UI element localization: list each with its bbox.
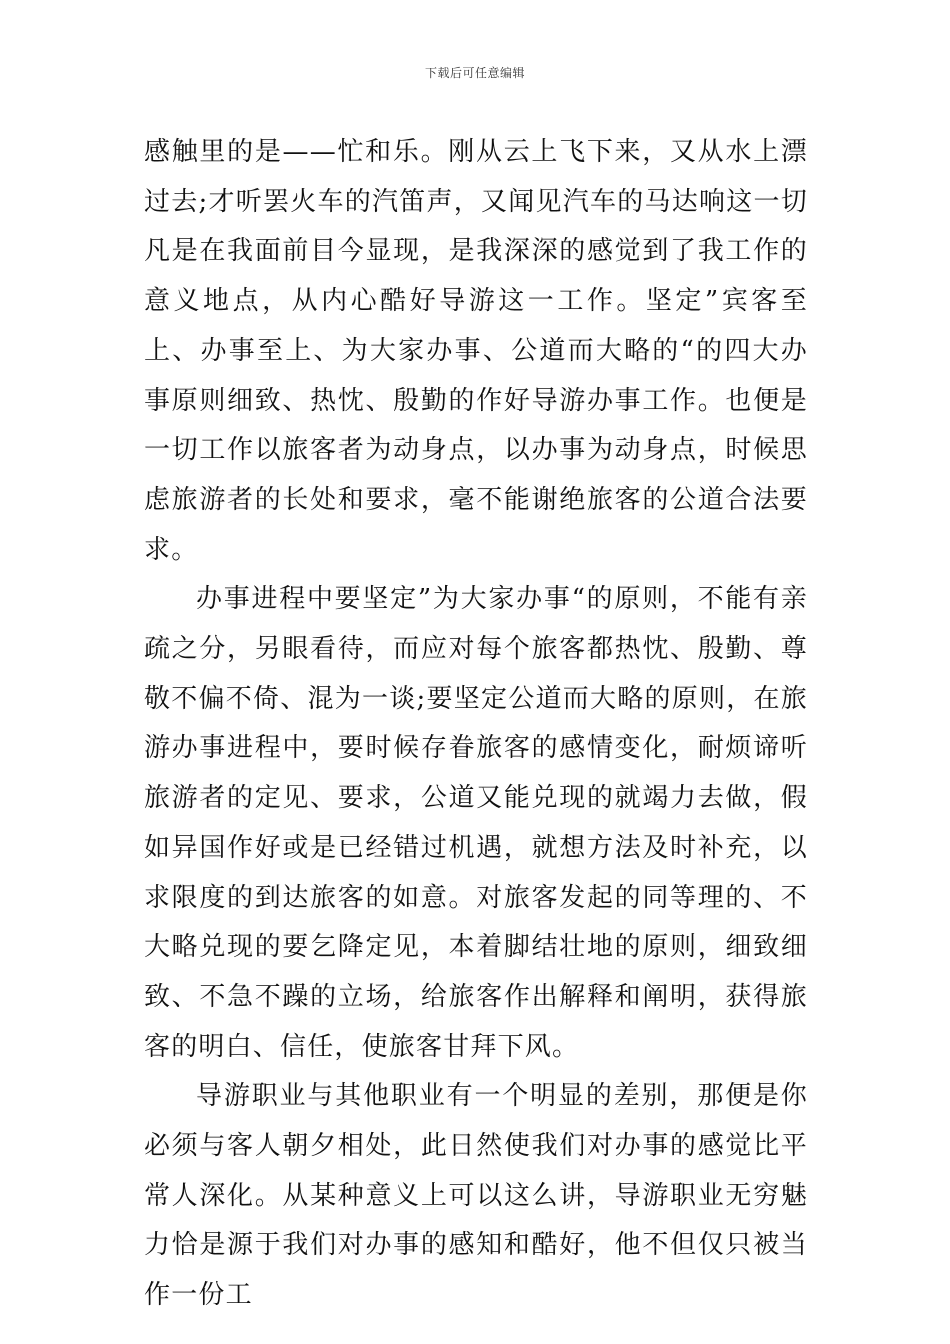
paragraph-1: 感触里的是——忙和乐。刚从云上飞下来，又从水上漂过去;才听罢火车的汽笛声，又闻见汽车的马达响这一切凡是在我面前目今显现，是我深深的感觉到了我工作的意义地点，从内心酷好导游这一工作。坚定”宾客至上、办事至上、为大家办事、公道而大略的“的四大办事原则细致、热忱、殷勤的作好导游办事工作。也便是一切工作以旅客者为动身点，以办事为动身点，时候思虑旅游者的长处和要求，毫不能谢绝旅客的公道合法要求。 — [144, 137, 808, 565]
paragraph-3: 导游职业与其他职业有一个明显的差别，那便是你必须与客人朝夕相处，此日然使我们对办事的感觉比平常人深化。从某种意义上可以这么讲，导游职业无穷魅力恰是源于我们对办事的感知和酷好，他不但仅只被当作一份工 — [144, 1081, 808, 1311]
page-header: 下载后可任意编辑 — [424, 66, 525, 80]
document-body — [144, 128, 808, 1321]
paragraph-2: 办事进程中要坚定”为大家办事“的原则，不能有亲疏之分，另眼看待，而应对每个旅客都热忱、殷勤、尊敬不偏不倚、混为一谈;要坚定公道而大略的原则，在旅游办事进程中，要时候存眷旅客的感情变化，耐烦谛听旅游者的定见、要求，公道又能兑现的就竭力去做，假如异国作好或是已经错过机遇，就想方法及时补充，以求限度的到达旅客的如意。对旅客发起的同等理的、不大略兑现的要乞降定见，本着脚结壮地的原则，细致细致、不急不躁的立场，给旅客作出解释和阐明，获得旅客的明白、信任，使旅客甘拜下风。 — [144, 584, 808, 1062]
